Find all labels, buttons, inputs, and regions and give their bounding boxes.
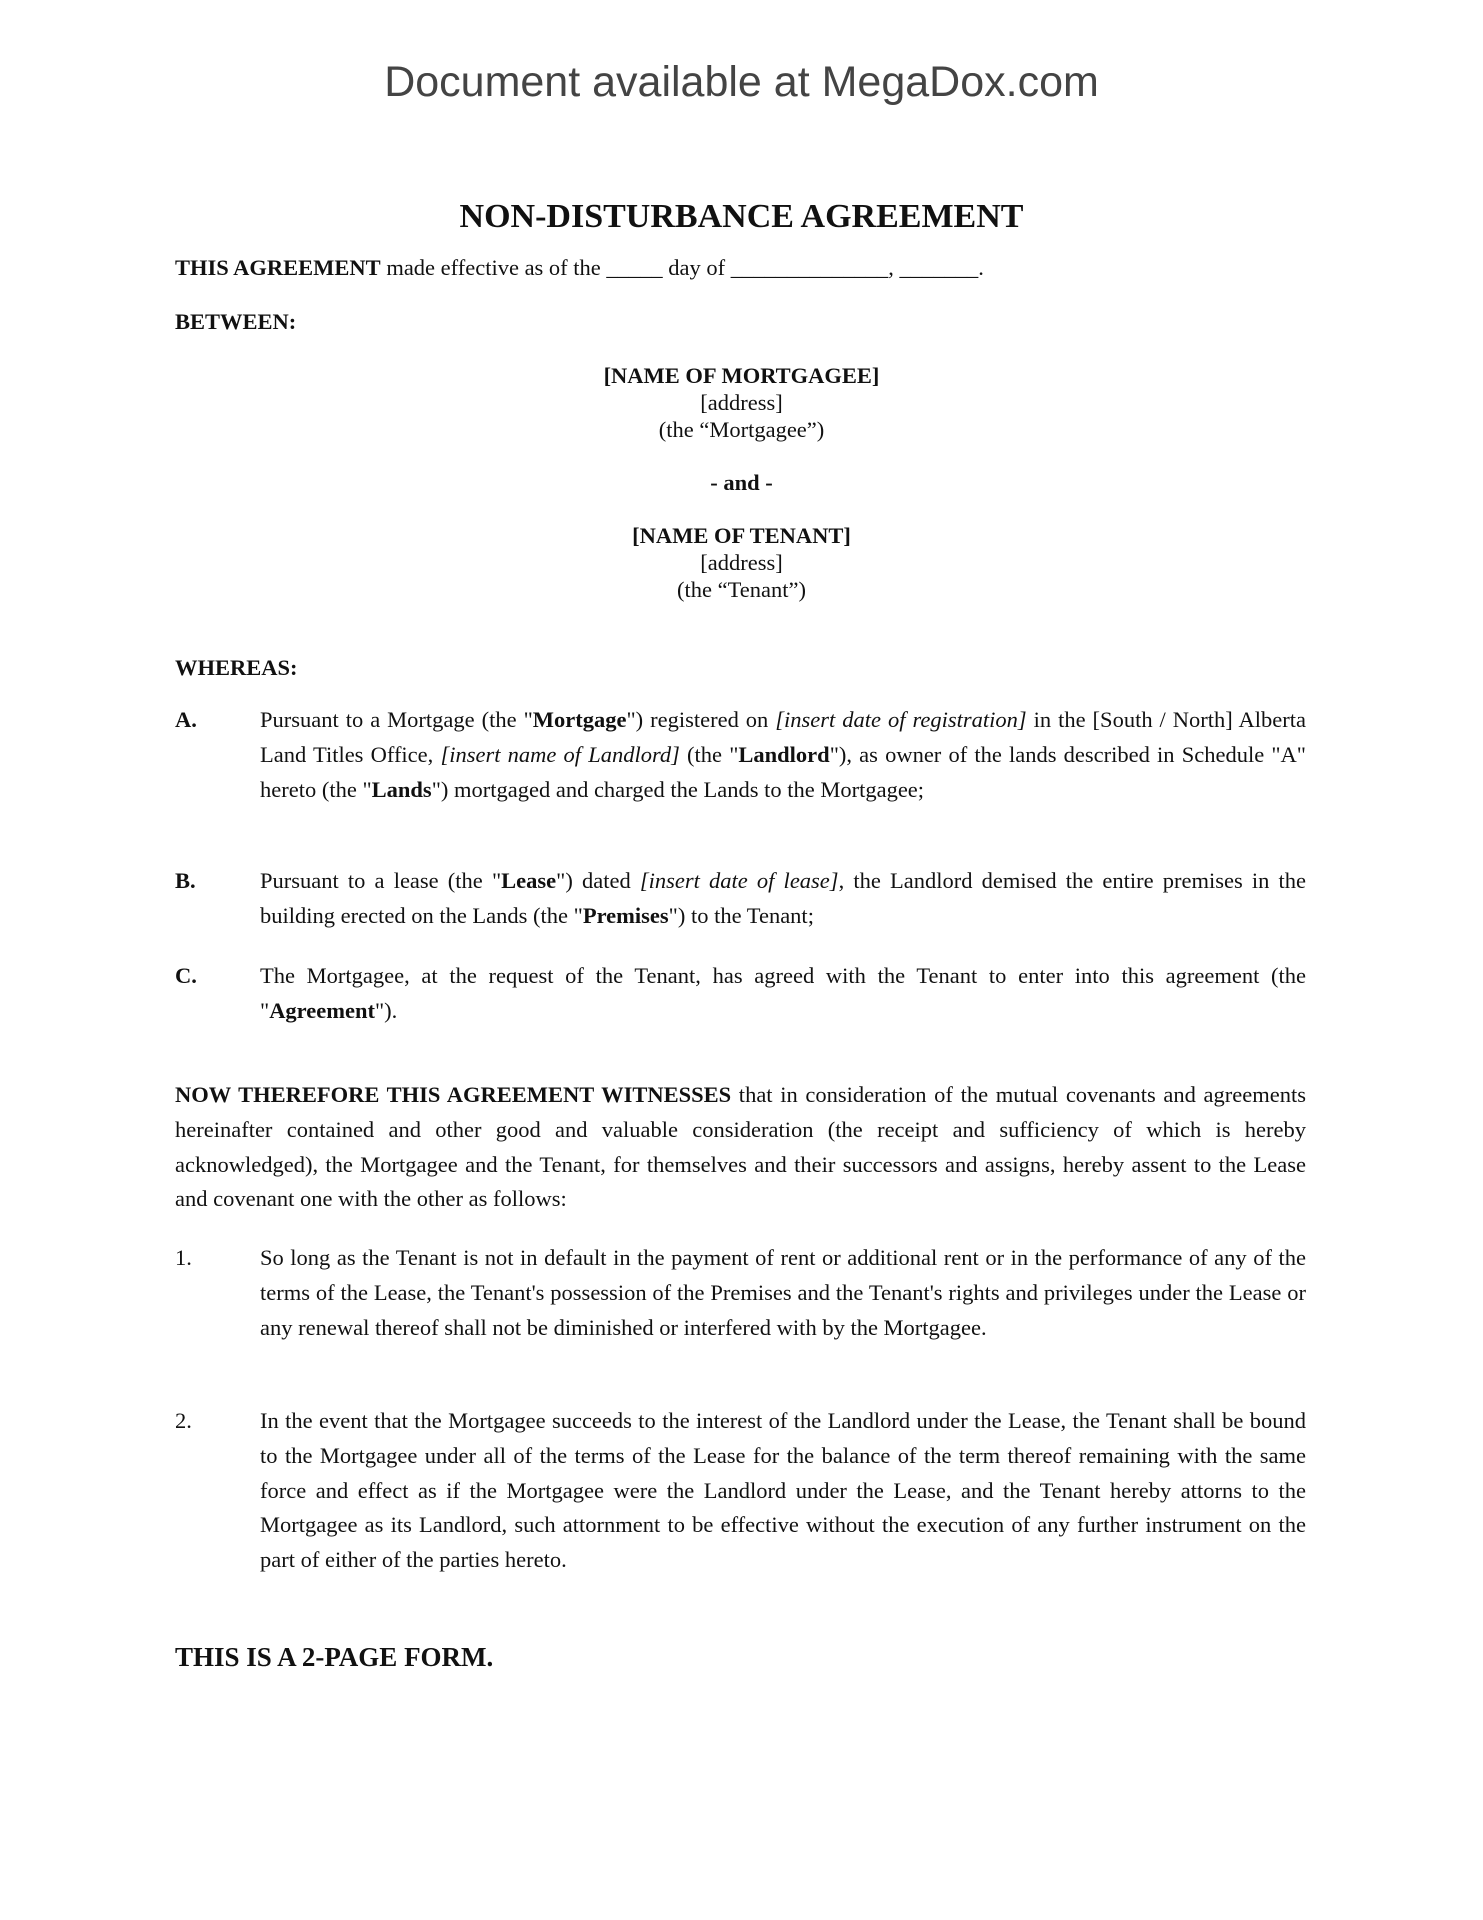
now-therefore-text: that in consideration of the mutual covenants and agreements hereinafter contained and other good and valuable consideration (the receipt and sufficiency of which is hereby acknowledged), the Mortgagee and the Tenant, for themselves and their successors and assigns, hereby assent to the Lease and covenant one with the other as follows: [175, 1082, 1307, 1212]
defined-term: Lands [371, 776, 432, 802]
text-segment: The Mortgagee, at the request of the Tenant, has agreed with the Tenant to enter into this agreement (the " [260, 963, 1306, 1023]
defined-term: Premises [582, 902, 669, 928]
mortgagee-name: [NAME OF MORTGAGEE] [603, 363, 880, 388]
recital-text [260, 959, 1306, 1029]
now-therefore-paragraph [175, 1078, 1306, 1217]
text-segment: , the Landlord demised the entire premises in the building erected on the Lands (the " [260, 868, 1307, 928]
and-separator: - and - [710, 470, 773, 495]
document-title: NON-DISTURBANCE AGREEMENT [459, 198, 1024, 235]
effective-text: made effective as of the _____ day of ______________, _______. [380, 255, 984, 280]
defined-term: Lease [501, 868, 557, 893]
clause-label: 2. [175, 1408, 192, 1433]
clause-2 [175, 1404, 1306, 1578]
effective-bold: THIS AGREEMENT [175, 255, 381, 280]
defined-term: Agreement [269, 997, 375, 1023]
clause-text: So long as the Tenant is not in default in the payment of rent or additional rent or in the performance of any of the terms of the Lease, the Tenant's possession of the Premises and the Tenant's rights and privileges under the Lease or any renewal thereof shall not be diminished or interfered with by the Mortgagee. [260, 1245, 1306, 1340]
form-note: THIS IS A 2-PAGE FORM. [175, 1642, 494, 1672]
text-segment: ") mortgaged and charged the Lands to the Mortgagee; [431, 776, 925, 802]
whereas-label: WHEREAS: [175, 655, 298, 680]
recital-c [175, 959, 1306, 1029]
recital-label: A. [175, 707, 197, 732]
text-segment: ") to the Tenant; [668, 902, 814, 928]
defined-term: Mortgage [532, 707, 627, 732]
placeholder-text: [insert date of registration] [775, 707, 1027, 732]
mortgagee-defined: (the “Mortgagee”) [658, 417, 825, 442]
tenant-block [0, 522, 1483, 603]
recital-a [175, 703, 1306, 807]
recital-text [260, 703, 1306, 807]
text-segment: in the [South / North] Alberta Land Titles Office, [260, 707, 1306, 767]
clause-1 [175, 1241, 1306, 1345]
watermark: Document available at MegaDox.com [384, 58, 1099, 106]
text-segment: "), as owner of the lands described in Schedule "A" hereto (the " [260, 741, 1306, 802]
defined-term: Landlord [738, 741, 830, 767]
text-segment: (the " [679, 741, 739, 767]
clause-text: In the event that the Mortgagee succeeds to the interest of the Landlord under the Lease, the Tenant shall be bound to the Mortgagee under all of the terms of the Lease for the balance of the term thereof remaining with the same force and effect as if the Mortgagee were the Landlord under the Lease, and the Tenant hereby attorns to the Mortgagee as its Landlord, such attornment to be effective without the execution of any further instrument on the part of either of the parties hereto. [260, 1408, 1306, 1573]
text-segment: Pursuant to a Mortgage (the " [260, 707, 533, 732]
tenant-address: [address] [700, 550, 783, 575]
text-segment: ") dated [556, 868, 640, 893]
placeholder-text: [insert date of lease] [639, 868, 839, 893]
tenant-defined: (the “Tenant”) [677, 577, 806, 602]
between-label: BETWEEN: [175, 309, 297, 334]
effective-date-line [175, 255, 984, 281]
mortgagee-address: [address] [700, 390, 783, 415]
tenant-name: [NAME OF TENANT] [632, 523, 851, 548]
clause-label: 1. [175, 1245, 192, 1270]
now-therefore-bold: NOW THEREFORE THIS AGREEMENT WITNESSES [175, 1082, 732, 1107]
recital-label: C. [175, 963, 197, 988]
mortgagee-block [0, 362, 1483, 443]
text-segment: Pursuant to a lease (the " [260, 868, 502, 893]
recital-label: B. [175, 868, 196, 893]
recital-text [260, 864, 1306, 934]
placeholder-text: [insert name of Landlord] [440, 741, 680, 767]
text-segment: ") registered on [626, 707, 776, 732]
recital-b [175, 864, 1306, 934]
text-segment: "). [374, 997, 398, 1023]
